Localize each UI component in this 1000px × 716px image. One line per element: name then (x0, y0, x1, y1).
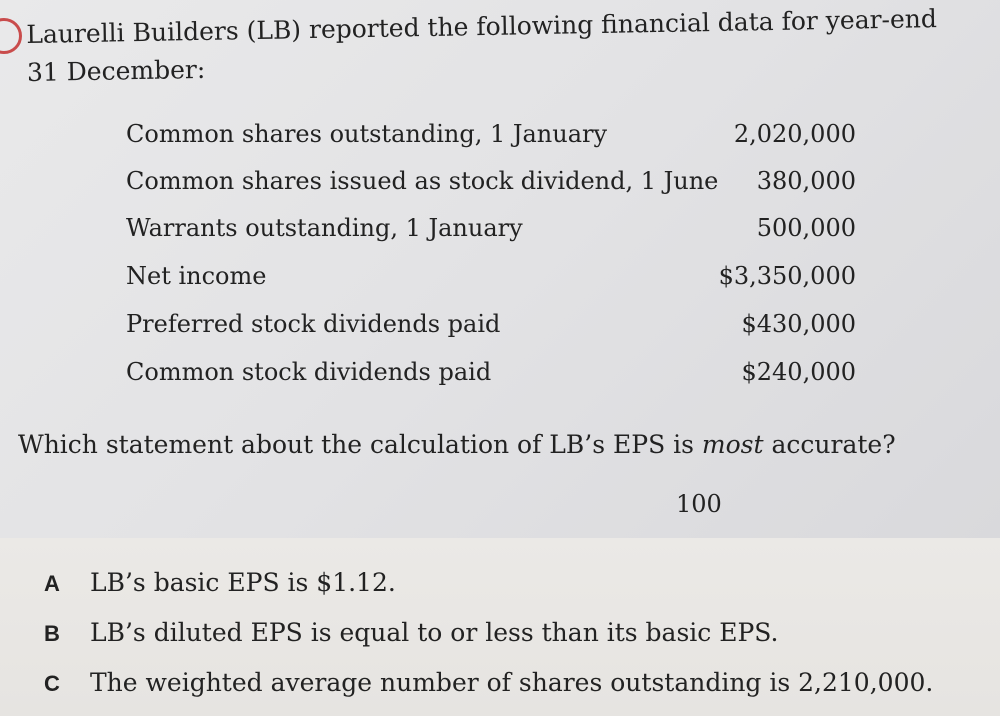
row-value: $240,000 (741, 358, 856, 386)
row-value: 380,000 (756, 167, 856, 195)
question-intro: Laurelli Builders (LB) reported the following financial data for year-end 31 December: (26, 4, 938, 87)
row-value: $3,350,000 (718, 262, 856, 290)
question-emphasis: most (701, 430, 764, 459)
row-label: Common shares issued as stock dividend, 1 June (126, 167, 719, 195)
option-text: LB’s diluted EPS is equal to or less than its basic EPS. (90, 618, 779, 647)
question-text-start: Which statement about the calculation of LB’s EPS is (18, 430, 702, 459)
question-text (18, 430, 896, 459)
option-letter: C (44, 671, 60, 696)
row-label: Preferred stock dividends paid (126, 310, 501, 338)
option-letter: B (44, 621, 60, 646)
row-label: Net income (126, 262, 267, 290)
row-label: Common shares outstanding, 1 January (126, 120, 608, 148)
question-text-end: accurate? (763, 430, 896, 459)
row-label: Warrants outstanding, 1 January (126, 214, 523, 242)
row-value: $430,000 (741, 310, 856, 338)
answer-option-c[interactable] (44, 668, 933, 697)
answer-option-b[interactable] (44, 618, 779, 647)
page-number: 100 (676, 490, 722, 518)
option-letter: A (44, 571, 60, 596)
option-text: LB’s basic EPS is $1.12. (90, 568, 396, 597)
row-value: 500,000 (756, 214, 856, 242)
row-value: 2,020,000 (733, 120, 856, 148)
row-label: Common stock dividends paid (126, 358, 492, 386)
option-text: The weighted average number of shares outstanding is 2,210,000. (90, 668, 934, 697)
answer-option-a[interactable] (44, 568, 396, 597)
